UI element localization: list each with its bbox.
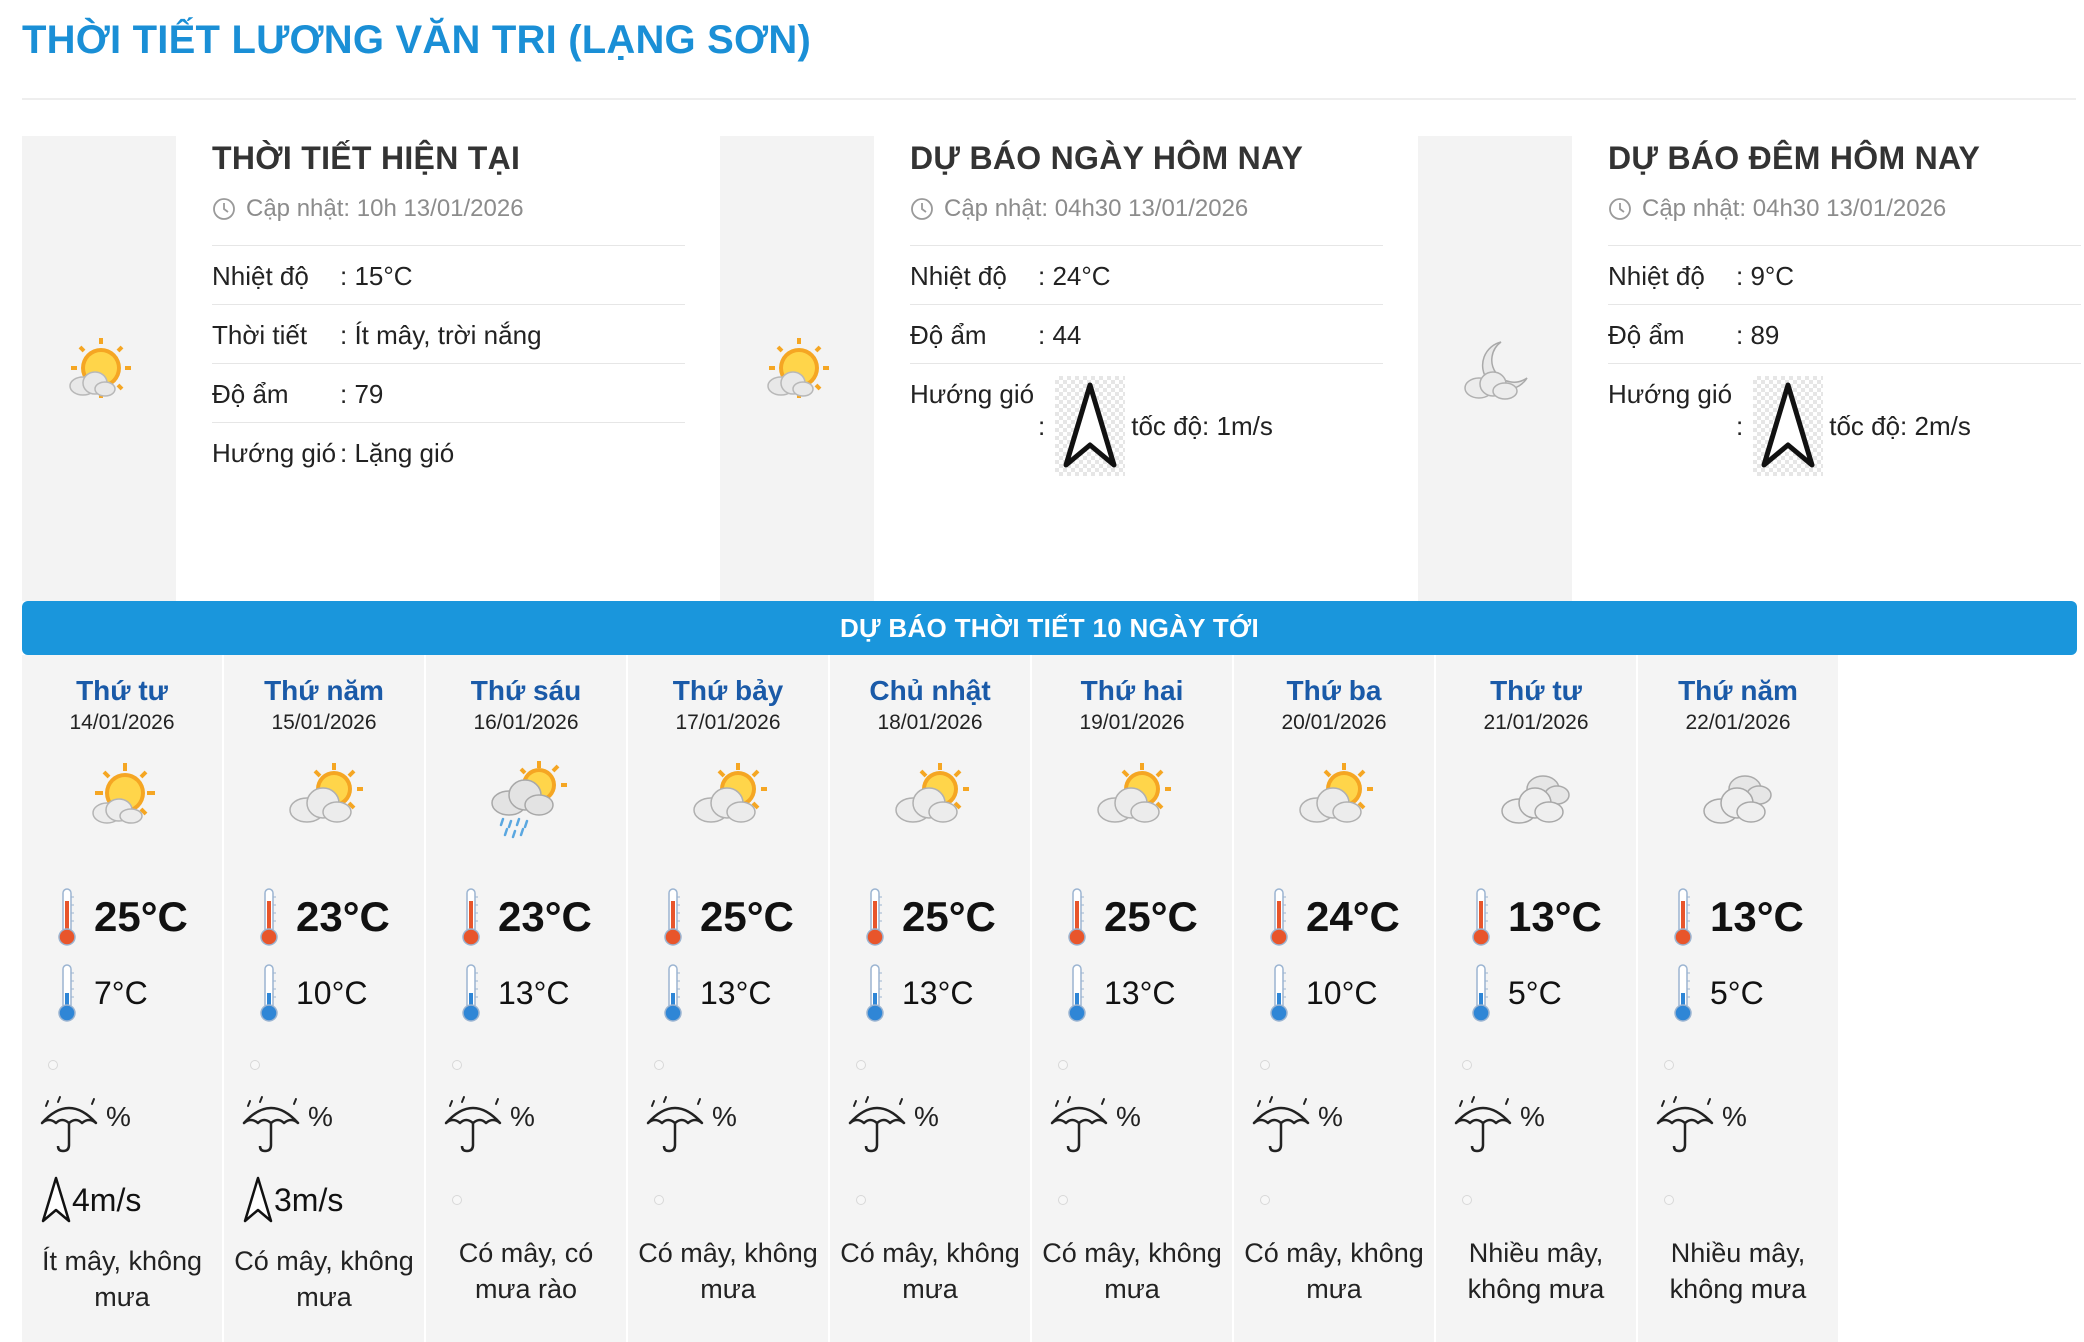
placeholder-dot — [1260, 1060, 1270, 1070]
thermometer-high-icon — [1470, 887, 1492, 947]
forecast-day — [830, 655, 1032, 1342]
high-temperature: 25°C — [864, 887, 996, 947]
day-name: Thứ sáu — [470, 675, 582, 706]
umbrella-icon — [36, 1095, 102, 1155]
updated-text: Cập nhật: 10h 13/01/2026 — [246, 195, 524, 222]
updated-text: Cập nhật: 04h30 13/01/2026 — [944, 195, 1249, 222]
thermometer-low-icon — [460, 963, 482, 1023]
rain-chance: % — [1450, 1095, 1545, 1155]
day-name: Thứ năm — [264, 675, 384, 706]
day-date: 20/01/2026 — [1281, 711, 1387, 734]
clock-icon — [910, 197, 934, 221]
forecast-day — [426, 655, 628, 1342]
day-name: Thứ năm — [1678, 675, 1798, 706]
umbrella-icon — [440, 1095, 506, 1155]
forecast-banner: DỰ BÁO THỜI TIẾT 10 NGÀY TỚI — [22, 601, 2077, 655]
info-row-wind: Hướng gió : Lặng gió — [212, 438, 455, 468]
condition-text: Ít mây, không mưa — [41, 1246, 203, 1312]
thermometer-low-icon — [258, 963, 280, 1023]
placeholder-dot — [452, 1060, 462, 1070]
wind-speed: tốc độ: 2m/s — [1829, 411, 1971, 441]
high-temperature: 25°C — [56, 887, 188, 947]
rain-chance: % — [36, 1095, 131, 1155]
cloud-icon — [1491, 755, 1581, 845]
forecast-day — [224, 655, 426, 1342]
low-temperature: 13°C — [864, 963, 974, 1023]
condition-text: Có mây, có mưa rào — [458, 1238, 594, 1304]
day-date: 15/01/2026 — [271, 711, 377, 734]
cloud-sun-icon — [279, 755, 369, 845]
thermometer-low-icon — [1066, 963, 1088, 1023]
sun-cloud-icon — [77, 755, 167, 845]
day-date: 14/01/2026 — [69, 711, 175, 734]
updated-text: Cập nhật: 04h30 13/01/2026 — [1642, 195, 1947, 222]
thermometer-high-icon — [864, 887, 886, 947]
moon-cloud-icon — [1457, 334, 1537, 410]
info-row-wind: Hướng gió : tốc độ: 1m/s — [910, 364, 1383, 486]
condition-text: Có mây, không mưa — [1244, 1238, 1424, 1304]
condition-text: Có mây, không mưa — [638, 1238, 818, 1304]
placeholder-dot — [48, 1060, 58, 1070]
placeholder-dot — [856, 1060, 866, 1070]
thermometer-high-icon — [1672, 887, 1694, 947]
card-heading: DỰ BÁO NGÀY HÔM NAY — [910, 140, 1304, 176]
tonight-forecast-card — [1418, 136, 2084, 601]
ten-day-forecast — [22, 655, 1844, 1342]
tonight-icon-panel — [1418, 136, 1572, 601]
day-date: 19/01/2026 — [1079, 711, 1185, 734]
clock-icon — [1608, 197, 1632, 221]
updated-time — [910, 195, 1403, 223]
placeholder-dot — [654, 1195, 664, 1205]
thermometer-high-icon — [258, 887, 280, 947]
rain-chance: % — [1046, 1095, 1141, 1155]
thermometer-high-icon — [662, 887, 684, 947]
card-heading: DỰ BÁO ĐÊM HÔM NAY — [1608, 140, 1981, 176]
day-date: 17/01/2026 — [675, 711, 781, 734]
forecast-day — [1032, 655, 1234, 1342]
low-temperature: 10°C — [1268, 963, 1378, 1023]
condition-text: Có mây, không mưa — [1042, 1238, 1222, 1304]
day-name: Thứ tư — [1490, 675, 1582, 706]
forecast-day — [1234, 655, 1436, 1342]
umbrella-icon — [1248, 1095, 1314, 1155]
current-icon-panel — [22, 136, 176, 601]
high-temperature: 23°C — [460, 887, 592, 947]
high-temperature: 25°C — [1066, 887, 1198, 947]
day-date: 22/01/2026 — [1685, 711, 1791, 734]
day-name: Thứ bảy — [672, 675, 784, 706]
sun-cloud-icon — [759, 334, 835, 410]
today-forecast-card — [720, 136, 1403, 601]
info-row-humidity: Độ ẩm : 89 — [1608, 305, 2081, 364]
umbrella-icon — [1450, 1095, 1516, 1155]
high-temperature: 23°C — [258, 887, 390, 947]
rain-chance: % — [440, 1095, 535, 1155]
day-date: 21/01/2026 — [1483, 711, 1589, 734]
cloud-sun-icon — [885, 755, 975, 845]
thermometer-low-icon — [1672, 963, 1694, 1023]
forecast-day — [22, 655, 224, 1342]
thermometer-low-icon — [1268, 963, 1290, 1023]
wind-speed: tốc độ: 1m/s — [1131, 411, 1273, 441]
low-temperature: 13°C — [1066, 963, 1176, 1023]
low-temperature: 5°C — [1470, 963, 1562, 1023]
thermometer-high-icon — [1066, 887, 1088, 947]
low-temperature: 13°C — [460, 963, 570, 1023]
info-row-humidity: Độ ẩm : 79 — [212, 364, 685, 423]
updated-time — [212, 195, 705, 223]
placeholder-dot — [1664, 1195, 1674, 1205]
card-heading: THỜI TIẾT HIỆN TẠI — [212, 140, 521, 176]
placeholder-dot — [1260, 1195, 1270, 1205]
day-name: Thứ tư — [76, 675, 168, 706]
day-name: Thứ hai — [1080, 675, 1184, 706]
day-date: 18/01/2026 — [877, 711, 983, 734]
cloud-sun-icon — [1087, 755, 1177, 845]
thermometer-high-icon — [56, 887, 78, 947]
rain-chance: % — [1248, 1095, 1343, 1155]
wind-direction-arrow-icon — [1055, 376, 1125, 476]
cloud-sun-icon — [683, 755, 773, 845]
day-name: Thứ ba — [1286, 675, 1382, 706]
thermometer-high-icon — [1268, 887, 1290, 947]
umbrella-icon — [1046, 1095, 1112, 1155]
wind-speed: 3m/s — [242, 1175, 343, 1225]
condition-text: Có mây, không mưa — [840, 1238, 1020, 1304]
day-date: 16/01/2026 — [473, 711, 579, 734]
rain-chance: % — [844, 1095, 939, 1155]
high-temperature: 13°C — [1672, 887, 1804, 947]
placeholder-dot — [1462, 1195, 1472, 1205]
wind-direction-arrow-icon — [242, 1175, 274, 1225]
condition-text: Có mây, không mưa — [234, 1246, 414, 1312]
forecast-day — [628, 655, 830, 1342]
cloud-icon — [1693, 755, 1783, 845]
thermometer-low-icon — [864, 963, 886, 1023]
wind-direction-arrow-icon — [1753, 376, 1823, 476]
rain-chance: % — [238, 1095, 333, 1155]
thermometer-high-icon — [460, 887, 482, 947]
day-name: Chủ nhật — [869, 675, 991, 706]
umbrella-icon — [1652, 1095, 1718, 1155]
low-temperature: 10°C — [258, 963, 368, 1023]
forecast-day — [1436, 655, 1638, 1342]
updated-time — [1608, 195, 2084, 223]
thermometer-low-icon — [1470, 963, 1492, 1023]
umbrella-icon — [238, 1095, 304, 1155]
condition-text: Nhiều mây, không mưa — [1669, 1238, 1807, 1304]
title-divider — [22, 98, 2076, 100]
umbrella-icon — [642, 1095, 708, 1155]
cloud-sun-icon — [1289, 755, 1379, 845]
condition-text: Nhiều mây, không mưa — [1467, 1238, 1605, 1304]
wind-speed: 4m/s — [40, 1175, 141, 1225]
info-row-condition: Thời tiết : Ít mây, trời nắng — [212, 305, 685, 364]
forecast-day — [1638, 655, 1840, 1342]
low-temperature: 7°C — [56, 963, 148, 1023]
placeholder-dot — [1462, 1060, 1472, 1070]
info-row-wind: Hướng gió : tốc độ: 2m/s — [1608, 364, 2081, 486]
placeholder-dot — [1058, 1195, 1068, 1205]
placeholder-dot — [1058, 1060, 1068, 1070]
umbrella-icon — [844, 1095, 910, 1155]
placeholder-dot — [654, 1060, 664, 1070]
thermometer-low-icon — [662, 963, 684, 1023]
high-temperature: 24°C — [1268, 887, 1400, 947]
page-title: THỜI TIẾT LƯƠNG VĂN TRI (LẠNG SƠN) — [22, 18, 811, 62]
info-row-temperature: Nhiệt độ : 24°C — [910, 246, 1383, 305]
rain-chance: % — [1652, 1095, 1747, 1155]
today-icon-panel — [720, 136, 874, 601]
high-temperature: 25°C — [662, 887, 794, 947]
current-weather-card — [22, 136, 705, 601]
placeholder-dot — [250, 1060, 260, 1070]
placeholder-dot — [1664, 1060, 1674, 1070]
sun-cloud-icon — [61, 334, 137, 410]
info-row-humidity: Độ ẩm : 44 — [910, 305, 1383, 364]
thermometer-low-icon — [56, 963, 78, 1023]
clock-icon — [212, 197, 236, 221]
placeholder-dot — [452, 1195, 462, 1205]
placeholder-dot — [856, 1195, 866, 1205]
cloud-sun-rain-icon — [481, 755, 571, 845]
info-row-temperature: Nhiệt độ : 9°C — [1608, 246, 2081, 305]
high-temperature: 13°C — [1470, 887, 1602, 947]
low-temperature: 5°C — [1672, 963, 1764, 1023]
info-row-temperature: Nhiệt độ : 15°C — [212, 246, 685, 305]
wind-direction-arrow-icon — [40, 1175, 72, 1225]
rain-chance: % — [642, 1095, 737, 1155]
low-temperature: 13°C — [662, 963, 772, 1023]
